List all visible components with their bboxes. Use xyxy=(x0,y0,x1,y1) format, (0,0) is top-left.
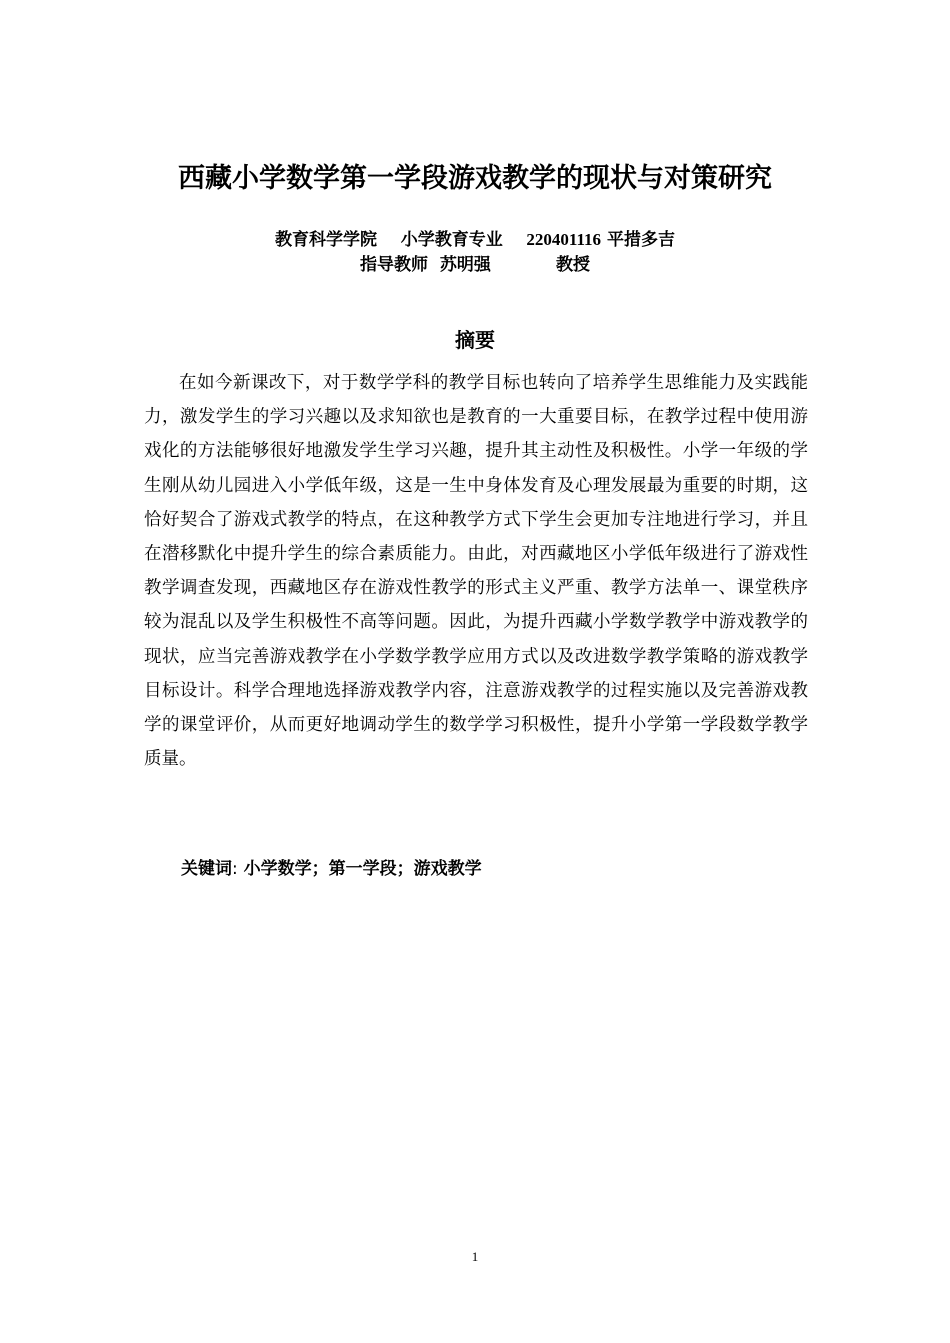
keyword-separator: ； xyxy=(396,859,414,879)
student-id: 220401116 xyxy=(526,230,602,249)
keyword-item: 第一学段 xyxy=(328,859,397,879)
page-number: 1 xyxy=(471,1249,479,1264)
college-name: 教育科学学院 xyxy=(275,230,378,250)
abstract-body: 在如今新课改下，对于数学学科的教学目标也转向了培养学生思维能力及实践能力，激发学生的学习兴趣以及求知欲也是教育的一大重要目标，在教学过程中使用游戏化的方法能够很好地激发学生学习兴趣，提升其主动性及积极性。小学一年级的学生刚从幼儿园进入小学低年级，这是一生中身体发育及心理发展最为重要的时期，这恰好契合了游戏式教学的特点，在这种教学方式下学生会更加专注地进行学习，并且在潜移默化中提升学生的综合素质能力。由此，对西藏地区小学低年级进行了游戏性教学调查发现，西藏地区存在游戏性教学的形式主义严重、教学方法单一、课堂秩序较为混乱以及学生积极性不高等问题。因此，为提升西藏小学数学教学中游戏教学的现状，应当完善游戏教学在小学数学教学应用方式以及改进数学教学策略的游戏教学目标设计。科学合理地选择游戏教学内容，注意游戏教学的过程实施以及完善游戏教学的课堂评价，从而更好地调动学生的数学学习积极性，提升小学第一学段数学教学质量。 xyxy=(144,373,808,770)
keyword-item: 小学数学 xyxy=(243,859,312,879)
keywords-colon: : xyxy=(232,859,238,879)
student-name: 平措多吉 xyxy=(606,230,675,250)
paper-title: 西藏小学数学第一学段游戏教学的现状与对策研究 xyxy=(178,163,772,194)
major-name: 小学教育专业 xyxy=(400,230,503,250)
keyword-separator: ； xyxy=(311,859,329,879)
advisor-line xyxy=(0,253,950,277)
keyword-item: 游戏教学 xyxy=(413,859,482,879)
keywords-line xyxy=(181,856,482,882)
keywords-label: 关键词 xyxy=(181,859,232,879)
author-line xyxy=(0,228,950,252)
advisor-name: 苏明强 xyxy=(439,255,491,275)
advisor-label: 指导教师 xyxy=(360,255,429,275)
abstract-heading: 摘要 xyxy=(455,328,495,352)
advisor-title: 教授 xyxy=(555,255,590,275)
